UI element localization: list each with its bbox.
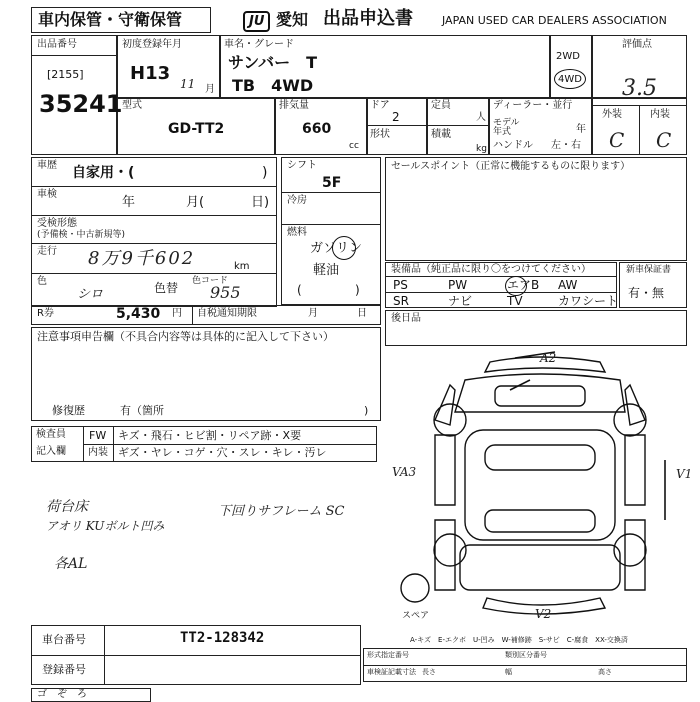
- recycle-unit: 円: [172, 308, 182, 319]
- displacement-value: 660: [302, 121, 332, 137]
- mileage-unit: km: [234, 261, 250, 272]
- inspector-label-2: 記入欄: [36, 446, 66, 457]
- lot-label: 出品番号: [37, 39, 77, 50]
- handwritten-note-2: アオリ KUボルト凹み: [46, 519, 165, 533]
- registration-year: H13: [130, 63, 171, 84]
- repair-label: 修復歴: [52, 404, 85, 417]
- spec-height-label: 高さ: [598, 668, 612, 676]
- fw-label: FW: [89, 429, 107, 442]
- ac-label: 冷房: [287, 195, 307, 206]
- exterior-grade: C: [609, 128, 625, 152]
- spare-label: スペア: [402, 611, 430, 621]
- chassis-value: TT2-128342: [180, 630, 265, 646]
- color-code-label: 色コード: [192, 276, 229, 286]
- rear-date-label: 後日品: [391, 313, 421, 324]
- handwritten-note-4: 下回りサフレーム SC: [218, 504, 345, 519]
- reg-number-label: 登録番号: [42, 663, 86, 676]
- spec-width-label: 幅: [505, 668, 512, 676]
- inspection-month: 月(: [186, 195, 205, 210]
- diagram-mark-v1: V1: [676, 467, 693, 481]
- spec-size-label: 車検証記載寸法: [367, 668, 416, 676]
- repair-close: ): [364, 404, 369, 417]
- shift-label: シフト: [287, 160, 317, 171]
- shift-value: 5F: [322, 175, 342, 191]
- interior-items: ギズ・ヤレ・コゲ・穴・スレ・キレ・汚レ: [118, 446, 327, 459]
- exterior-label: 外装: [602, 109, 622, 120]
- lot-sub: [2155]: [47, 68, 84, 81]
- registration-month-unit: 月: [205, 84, 215, 95]
- association-name: JAPAN USED CAR DEALERS ASSOCIATION: [442, 14, 667, 27]
- front-right-wheel-shape: [614, 404, 646, 436]
- registration-label: 初度登録年月: [122, 39, 182, 50]
- spec-length-label: 長さ: [422, 668, 436, 676]
- equipment-label: 装備品（純正品に限り〇をつけてください）: [391, 264, 591, 275]
- ju-logo: JU: [243, 11, 270, 32]
- color-code: 955: [210, 283, 241, 302]
- damage-legend: A-キズ E-エクボ U-凹み W-補修跡 S-サビ C-腐食 XX-交換済: [410, 636, 628, 644]
- capacity-unit: 人: [476, 112, 486, 123]
- recycle-label: R券: [37, 308, 54, 319]
- equipment-item: ナビ: [448, 294, 473, 308]
- model-grade: TB 4WD: [232, 76, 314, 95]
- repair-value: 有（箇所: [120, 404, 164, 417]
- inspection-year: 年: [122, 195, 136, 210]
- model-label: 車名・グレード: [224, 39, 294, 50]
- displacement-unit: cc: [349, 141, 359, 151]
- diagram-mark-a2: A2: [540, 351, 557, 365]
- doors-label: ドア: [370, 100, 390, 111]
- equipment-item: SR: [393, 294, 409, 308]
- inspection-label: 車検: [37, 189, 57, 200]
- fuel-paren-open: (: [297, 283, 302, 297]
- equipment-circle: [505, 276, 527, 296]
- capacity-label: 定員: [431, 100, 451, 111]
- diagram-mark-v2: V2: [535, 607, 552, 621]
- sales-points-box: [385, 157, 687, 261]
- equipment-item: カワシート: [558, 294, 619, 308]
- color-changed-label: 色替: [154, 281, 179, 295]
- spec-type-label: 形式指定番号: [367, 651, 409, 659]
- type-label: 型式: [122, 100, 142, 111]
- color-label: 色: [37, 276, 47, 287]
- receiver-sub: (予備検・中古新規等): [37, 230, 126, 240]
- equipment-item: TV: [507, 294, 523, 308]
- fuel-gas: ガソリン: [310, 241, 363, 256]
- inspection-day: 日): [251, 195, 270, 210]
- diagram-mark-va3: VA3: [392, 465, 417, 479]
- notes-label: 注意事項申告欄（不具合内容等は具体的に記入して下さい）: [37, 330, 334, 343]
- doors-value: 2: [392, 110, 400, 124]
- history-label: 車歴: [37, 160, 57, 171]
- tax-notice-day: 日: [357, 308, 367, 319]
- evaluation-label: 評価点: [622, 39, 652, 50]
- recycle-value: 5,430: [116, 306, 161, 322]
- handwritten-note-1: 荷台床: [46, 499, 88, 515]
- registration-month: 11: [180, 77, 196, 91]
- interior-grade: C: [656, 128, 672, 152]
- interior-items-label: 内装: [88, 447, 108, 458]
- inspector-label-1: 検査員: [36, 429, 66, 440]
- mileage-value: 8万9千602: [88, 248, 196, 269]
- tax-notice-unit: 月: [308, 308, 318, 319]
- model-name: サンバー T: [228, 53, 317, 72]
- fw-items: キズ・飛石・ヒビ割・リペア跡・X要: [118, 429, 302, 442]
- fuel-circle: [332, 236, 356, 260]
- receiver-label: 受検形態: [37, 218, 77, 229]
- handle-options: 左・右: [551, 140, 581, 151]
- payload-unit: kg: [476, 144, 487, 154]
- dealer-parallel: ディーラー・並行: [493, 100, 573, 111]
- handwritten-note-3: 各AL: [54, 556, 88, 572]
- lot-number: 35241: [39, 90, 123, 118]
- drive-2wd: 2WD: [556, 51, 580, 62]
- org-name: 愛知: [276, 10, 309, 29]
- equipment-item: エアB: [507, 278, 540, 292]
- fuel-label: 燃料: [287, 227, 307, 238]
- damage-diagram: [395, 350, 685, 630]
- history-close: ): [262, 165, 268, 181]
- interior-label: 内装: [650, 109, 670, 120]
- shape-label: 形状: [370, 129, 390, 140]
- spare-tire-shape: [401, 574, 429, 602]
- drive-4wd: 4WD: [558, 74, 582, 85]
- fuel-diesel: 軽油: [313, 263, 340, 278]
- handle-label: ハンドル: [493, 140, 533, 151]
- mileage-label: 走行: [37, 246, 57, 257]
- equipment-item: AW: [558, 278, 578, 292]
- front-left-wheel-shape: [434, 404, 466, 436]
- evaluation-score: 3.5: [622, 76, 657, 101]
- cabin-shape: [465, 430, 615, 540]
- storage-label: 車内保管・守衛保管: [38, 10, 183, 29]
- payload-label: 積載: [431, 129, 451, 140]
- type-value: GD-TT2: [168, 121, 225, 137]
- color-value: シロ: [77, 287, 104, 302]
- equipment-item: PW: [448, 278, 468, 292]
- model-year-unit: 年: [576, 124, 586, 135]
- drive-circle: [554, 69, 586, 89]
- form-title: 出品申込書: [323, 8, 413, 29]
- rear-date-box: [385, 310, 687, 346]
- chassis-label: 車台番号: [42, 633, 86, 646]
- displacement-label: 排気量: [279, 100, 309, 111]
- warranty-value: 有・無: [628, 286, 665, 300]
- equipment-item: PS: [393, 278, 408, 292]
- top-grid: [31, 35, 687, 155]
- bottom-cut-text: ゴ ぞ ろ: [37, 689, 87, 700]
- tax-notice-label: 自税通知期限: [197, 308, 257, 319]
- sales-points-label: セールスポイント（正常に機能するものに限ります）: [391, 161, 631, 172]
- fuel-paren-close: ): [355, 283, 360, 297]
- spec-class-label: 類別区分番号: [505, 651, 547, 659]
- model-year-label: モデル年式: [493, 118, 520, 137]
- history-value: 自家用・(: [72, 165, 135, 181]
- warranty-label: 新車保証書: [626, 265, 672, 275]
